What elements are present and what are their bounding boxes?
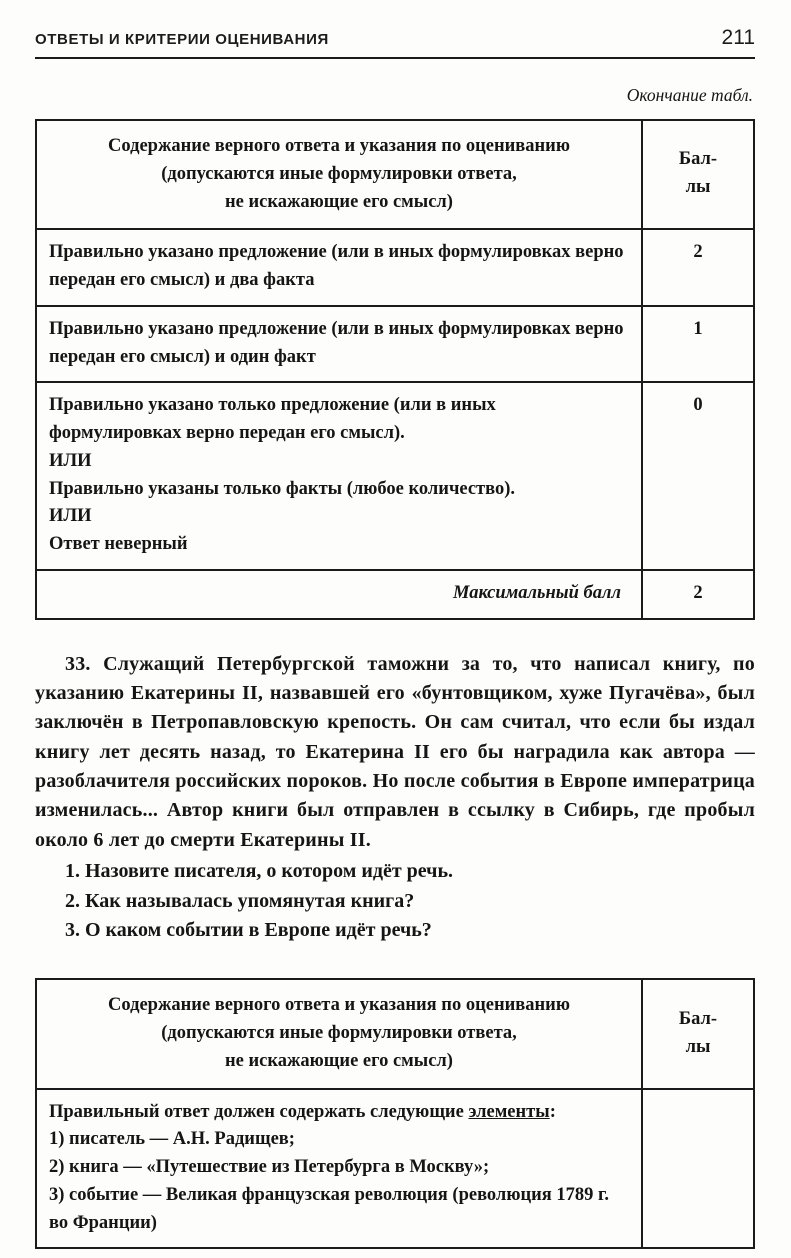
max-score-label: Максимальный балл [36,570,642,619]
answer-intro-prefix: Правильный ответ должен содержать следующие [49,1101,469,1122]
criteria-row-one-fact-text: Правильно указано предложение (или в иных формулировках верно передан его смысл) и один факт [36,306,642,383]
criteria-table-1 [35,119,755,620]
criteria-table-2-content-header [36,979,642,1088]
answer-item-writer: 1) писатель — А.Н. Радищев; [49,1129,295,1150]
question-3: 3. О каком событии в Европе идёт речь? [65,919,432,942]
max-score-row [36,570,754,619]
page-number: 211 [721,26,755,49]
criteria-row-two-facts [36,229,754,306]
criteria-table-2-header-row [36,979,754,1088]
header2-line-3: не искажающие его смысл) [225,1050,453,1071]
zero-line-1: Правильно указано только предложение (или в иных формулировках верно передан его смысл). [49,395,496,443]
criteria-table-1-score-header [642,120,754,229]
criteria-table-2 [35,978,755,1249]
criteria-row-one-fact [36,306,754,383]
criteria-table-1-header-row [36,120,754,229]
zero-line-3: Правильно указаны только факты (любое количество). [49,478,516,499]
answer-intro [49,1099,629,1127]
question-1: 1. Назовите писателя, о котором идёт речь. [65,860,454,883]
criteria-row-two-facts-text: Правильно указано предложение (или в иных формулировках верно передан его смысл) и два факта [36,229,642,306]
header-rule [35,57,755,59]
criteria-table-2-wrap [35,978,755,1249]
criteria-table-1-content-header [36,120,642,229]
answer-elements-row [36,1089,754,1249]
criteria-row-one-fact-score: 1 [642,306,754,383]
header2-line-1: Содержание верного ответа и указания по оцениванию [108,995,570,1016]
criteria-table-2-score-header [642,979,754,1088]
score-header-line-2: лы [685,177,711,198]
score-header-line-1: Бал- [678,149,718,170]
answer-item-book: 2) книга — «Путешествие из Петербурга в Москву»; [49,1157,490,1178]
header-line-2: (допускаются иные формулировки ответа, [161,163,517,184]
header-line-3: не искажающие его смысл) [225,191,453,212]
table-continuation-caption: Окончание табл. [626,85,753,105]
answer-intro-underlined-word: элементы [468,1101,550,1122]
zero-line-4: ИЛИ [49,506,92,527]
score2-header-line-2: лы [685,1036,711,1057]
criteria-row-two-facts-score: 2 [642,229,754,306]
zero-line-2: ИЛИ [49,450,92,471]
header-line-1: Содержание верного ответа и указания по оцениванию [108,136,570,156]
running-header [35,26,755,50]
running-header-title: ОТВЕТЫ И КРИТЕРИИ ОЦЕНИВАНИЯ [35,31,329,48]
answer-elements-score [642,1089,754,1249]
max-score-value: 2 [642,570,754,619]
criteria-row-zero-text [36,382,642,570]
question-2: 2. Как называлась упомянутая книга? [65,889,415,912]
task-33-paragraph [35,650,755,856]
answer-elements-cell [36,1089,642,1249]
criteria-row-zero [36,382,754,570]
criteria-row-zero-score: 0 [642,382,754,570]
task-33-questions [35,857,755,945]
answer-item-event: 3) событие — Великая французская революция (революция 1789 г. во Франции) [49,1184,609,1233]
task-33-text: Служащий Петербургской таможни за то, что написал книгу, по указанию Екатерины II, назвавшей его «бунтовщиком, хуже Пугачёва», был заключён в Петропавловскую крепость. Он сам считал, что если бы издал книгу лет десять назад, то Екатерина II его бы наградила как автора — разоблачителя российских пороков. Но после события в Европе императрица изменилась... Автор книги был отправлен в ссылку в Сибирь, где пробыл около 6 лет до смерти Екатерины II. [35,652,755,851]
score2-header-line-1: Бал- [678,1008,718,1029]
header2-line-2: (допускаются иные формулировки ответа, [161,1023,517,1044]
answer-intro-suffix: : [549,1101,556,1122]
zero-line-5: Ответ неверный [49,534,188,554]
task-33-number: 33. [65,652,91,675]
